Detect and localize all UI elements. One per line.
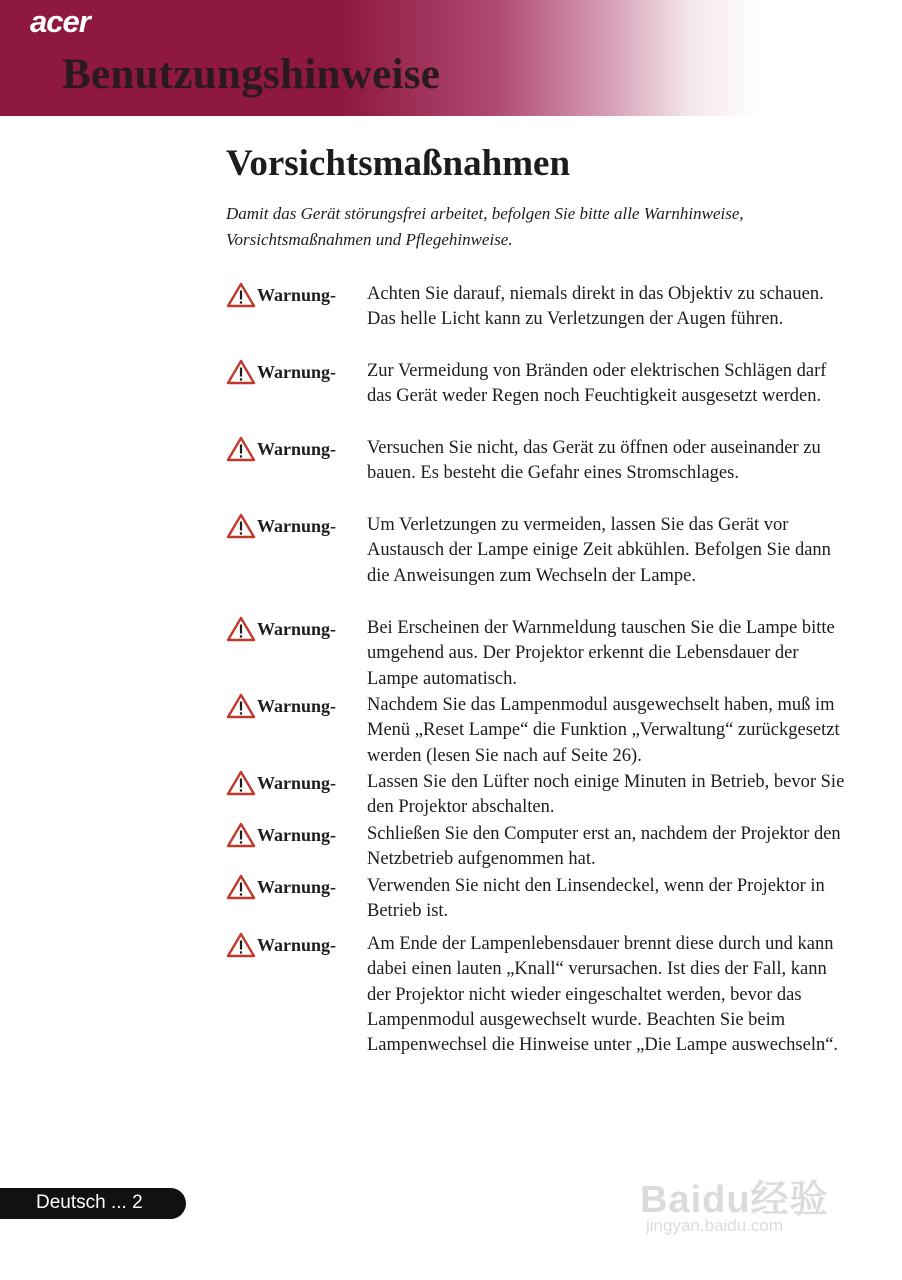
warning-head [226, 436, 366, 462]
warning-head [226, 359, 366, 385]
watermark-logo-text: Baidu经验 [640, 1179, 829, 1221]
warning-head [226, 874, 366, 900]
warning-triangle-icon [226, 693, 256, 719]
warning-text: Zur Vermeidung von Bränden oder elektrischen Schlägen darf das Gerät weder Regen noch Feuchtigkeit ausgesetzt werden. [367, 361, 827, 407]
warning-head [226, 513, 366, 539]
warning-label: Warnung- [257, 825, 337, 845]
warning-text: Nachdem Sie das Lampenmodul ausgewechselt haben, muß im Menü „Reset Lampe“ die Funktion „Verwaltung“ zurückgesetzt werden (lesen Sie nach auf Seite 26). [367, 695, 840, 766]
section-title: Vorsichtsmaßnahmen [226, 143, 571, 184]
warning-head [226, 693, 366, 719]
warning-text: Verwenden Sie nicht den Linsendeckel, wenn der Projektor in Betrieb ist. [367, 876, 825, 922]
warning-label: Warnung- [257, 516, 337, 536]
warning-label: Warnung- [257, 773, 337, 793]
warning-text: Am Ende der Lampenlebensdauer brennt diese durch und kann dabei einen lauten „Knall“ verursachen. Ist dies der Fall, kann der Projektor nicht wieder eingeschaltet werden, bevor das Lampenmodul ausgewechselt wurde. Beachten Sie beim Lampenwechsel die Hinweise unter „Die Lampe auswechseln“. [367, 934, 839, 1056]
warning-head [226, 282, 366, 308]
warning-text: Bei Erscheinen der Warnmeldung tauschen Sie die Lampe bitte umgehend aus. Der Projektor erkennt die Lebensdauer der Lampe automatisch. [367, 618, 835, 689]
warning-text: Achten Sie darauf, niemals direkt in das Objektiv zu schauen. Das helle Licht kann zu Verletzungen der Augen führen. [367, 284, 824, 330]
warning-label: Warnung- [257, 696, 337, 716]
section-intro: Damit das Gerät störungsfrei arbeitet, befolgen Sie bitte alle Warnhinweise, Vorsichtsmaßnahmen und Pflegehinweise. [226, 204, 744, 249]
warning-head [226, 932, 366, 958]
warning-triangle-icon [226, 932, 256, 958]
warning-text: Lassen Sie den Lüfter noch einige Minuten in Betrieb, bevor Sie den Projektor abschalten. [367, 772, 845, 818]
warning-triangle-icon [226, 359, 256, 385]
warning-label: Warnung- [257, 619, 337, 639]
warning-label: Warnung- [257, 877, 337, 897]
warning-triangle-icon [226, 616, 256, 642]
warning-label: Warnung- [257, 362, 337, 382]
warning-head [226, 770, 366, 796]
warning-triangle-icon [226, 513, 256, 539]
warning-triangle-icon [226, 822, 256, 848]
warning-triangle-icon [226, 282, 256, 308]
warning-text: Um Verletzungen zu vermeiden, lassen Sie das Gerät vor Austausch der Lampe einige Zeit abkühlen. Befolgen Sie dann die Anweisungen zum Wechseln der Lampe. [367, 515, 831, 586]
warning-label: Warnung- [257, 285, 337, 305]
page-footer-tab [0, 1188, 186, 1219]
acer-logo: acer [30, 4, 90, 39]
page-number-label: Deutsch ... 2 [36, 1192, 143, 1213]
watermark-url: jingyan.baidu.com [646, 1216, 784, 1235]
warning-triangle-icon [226, 436, 256, 462]
warning-label: Warnung- [257, 439, 337, 459]
warning-head [226, 616, 366, 642]
warning-triangle-icon [226, 874, 256, 900]
header-band [0, 0, 902, 116]
warning-text: Schließen Sie den Computer erst an, nachdem der Projektor den Netzbetrieb aufgenommen hat. [367, 824, 841, 870]
warning-triangle-icon [226, 770, 256, 796]
warning-text: Versuchen Sie nicht, das Gerät zu öffnen oder auseinander zu bauen. Es besteht die Gefahr eines Stromschlages. [367, 438, 821, 484]
warning-head [226, 822, 366, 848]
chapter-title: Benutzungshinweise [62, 51, 441, 98]
baidu-watermark [640, 1140, 860, 1240]
warning-label: Warnung- [257, 935, 337, 955]
